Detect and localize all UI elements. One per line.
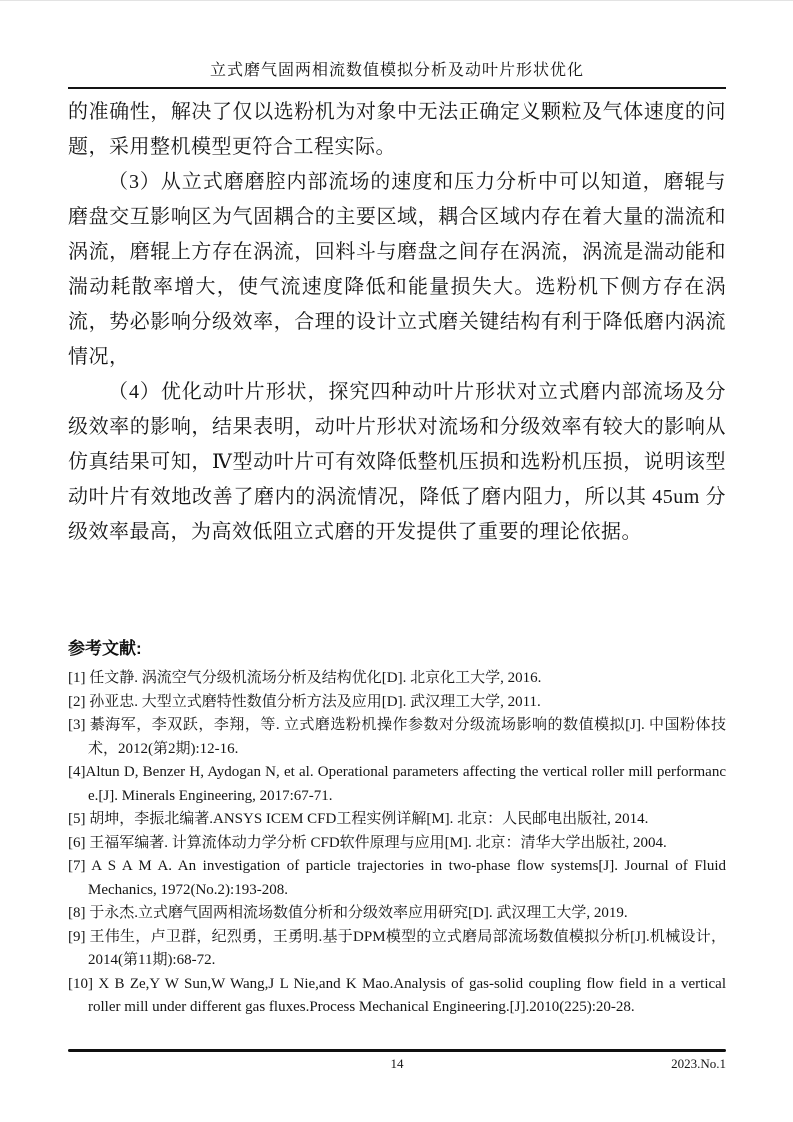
reference-item-6: [6] 王福军编著. 计算流体动力学分析 CFD软件原理与应用[M]. 北京：清华大学出版社, 2004. — [68, 834, 667, 851]
reference-item-1: [1] 任文静. 涡流空气分级机流场分析及结构优化[D]. 北京化工大学, 2016. — [68, 670, 542, 686]
running-head-title: 立式磨气固两相流数值模拟分析及动叶片形状优化 — [209, 62, 584, 79]
page-content — [68, 95, 726, 1020]
paragraph-conclusion-4: （4）优化动叶片形状，探究四种动叶片形状对立式磨内部流场及分级效率的影响，结果表明，动叶片形状对流场和分级效率有较大的影响从仿真结果可知，Ⅳ型动叶片可有效降低整机压损和选粉机压损，说明该型动叶片有效地改善了磨内的涡流情况，降低了磨内阻力，所以其 45um 分级效率最高，为高效低阻立式磨的开发提供了重要的理论依据。 — [68, 381, 726, 543]
references-heading: 参考文献: — [68, 639, 142, 658]
footer-row — [68, 1056, 726, 1076]
body-text — [68, 95, 726, 550]
page-header — [68, 1, 726, 89]
page-number: 14 — [390, 1055, 404, 1071]
page-footer — [68, 1049, 726, 1076]
reference-item-5: [5] 胡坤，李振北编著.ANSYS ICEM CFD工程实例详解[M]. 北京：人民邮电出版社, 2014. — [68, 811, 649, 827]
references-list — [68, 667, 726, 1020]
reference-item-2: [2] 孙亚忠. 大型立式磨特性数值分析方法及应用[D]. 武汉理工大学, 2011. — [68, 693, 541, 710]
reference-item-7: [7] A S A M A. An investigation of particle trajectories in two-phase flow systems[J]. Journal of Fluid Mechanics, 1972(No.2):193-208. — [68, 858, 726, 898]
footer-rule — [68, 1049, 726, 1052]
references-section — [68, 634, 726, 1020]
reference-item-9: [9] 王伟生，卢卫群，纪烈勇，王勇明.基于DPM模型的立式磨局部流场数值模拟分析[J].机械设计，2014(第11期):68-72. — [68, 928, 726, 968]
reference-item-8: [8] 于永杰.立式磨气固两相流场数值分析和分级效率应用研究[D]. 武汉理工大学, 2019. — [68, 905, 628, 921]
reference-item-4: [4]Altun D, Benzer H, Aydogan N, et al. Operational parameters affecting the vertical roller mill performance.[J]. Minerals Engineering, 2017:67-71. — [68, 764, 726, 804]
reference-item-10: [10] X B Ze,Y W Sun,W Wang,J L Nie,and K Mao.Analysis of gas-solid coupling flow field in a vertical roller mill under different gas fluxes.Process Mechanical Engineering.[J].2010(225):20-28. — [68, 975, 726, 1015]
issue-number: 2023.No.1 — [671, 1055, 726, 1071]
reference-item-3: [3] 綦海军，李双跃，李翔，等. 立式磨选粉机操作参数对分级流场影响的数值模拟[J]. 中国粉体技术，2012(第2期):12-16. — [68, 717, 726, 757]
paragraph-conclusion-3: （3）从立式磨磨腔内部流场的速度和压力分析中可以知道，磨辊与磨盘交互影响区为气固耦合的主要区域，耦合区域内存在着大量的湍流和涡流，磨辊上方存在涡流，回料斗与磨盘之间存在涡流，涡流是湍动能和湍动耗散率增大，使气流速度降低和能量损失大。选粉机下侧方存在涡流，势必影响分级效率，合理的设计立式磨关键结构有利于降低磨内涡流情况， — [68, 171, 726, 368]
paragraph-continuation: 的准确性，解决了仅以选粉机为对象中无法正确定义颗粒及气体速度的问题，采用整机模型更符合工程实际。 — [68, 101, 726, 158]
